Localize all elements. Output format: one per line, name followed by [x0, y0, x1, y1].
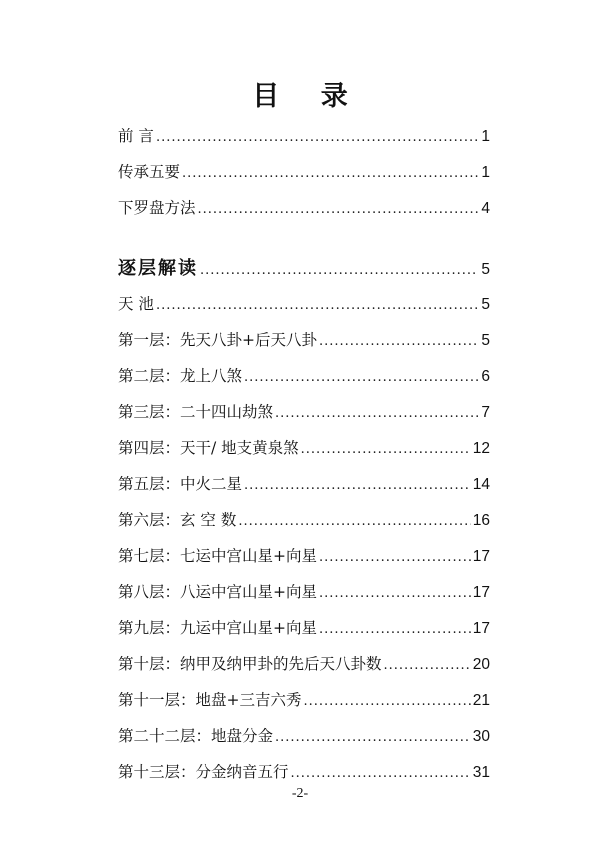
page-title: 目 录 [252, 81, 364, 112]
toc-entry-five-essentials [118, 162, 490, 184]
toc-leader-dots [291, 764, 471, 784]
toc-entry-label: 第十一层：地盘+三吉六秀 [118, 691, 302, 709]
toc-leader-dots [244, 476, 471, 496]
toc-entry-label: 第六层：玄 空 数 [118, 511, 237, 529]
toc-entry-compass-method [118, 198, 490, 220]
toc-entry-label: 第十三层：分金纳音五行 [118, 763, 289, 781]
toc-entry-layer-5 [118, 474, 490, 496]
toc-entry-page: 17 [472, 620, 490, 637]
toc-entry-page: 5 [481, 261, 490, 278]
toc-leader-dots [200, 261, 478, 281]
toc-entry-page: 12 [472, 440, 490, 457]
toc-entry-page: 4 [481, 200, 490, 217]
toc-leader-dots [182, 164, 478, 184]
toc-entry-layer-4 [118, 438, 490, 460]
toc-leader-dots [319, 584, 471, 604]
toc-entry-layer-7 [118, 546, 490, 568]
toc-entry-page: 31 [472, 764, 490, 781]
toc-entry-page: 1 [481, 128, 490, 145]
toc-entry-layer-8 [118, 582, 490, 604]
toc-leader-dots [319, 332, 478, 352]
toc-entry-label: 传承五要 [118, 163, 181, 181]
toc-entry-label: 第四层：天干/ 地支黄泉煞 [118, 439, 299, 457]
toc-leader-dots [244, 368, 478, 388]
toc-leader-dots [319, 548, 471, 568]
toc-leader-dots [198, 200, 478, 220]
toc-leader-dots [275, 728, 471, 748]
toc-leader-dots [304, 692, 471, 712]
toc-entry-page: 17 [472, 584, 490, 601]
toc-entry-layer-2 [118, 366, 490, 388]
toc-leader-dots [384, 656, 471, 676]
toc-entry-layer-11 [118, 690, 490, 712]
toc-entry-tianchi [118, 294, 490, 316]
toc-entry-page: 14 [472, 476, 490, 493]
toc-entry-page: 30 [472, 728, 490, 745]
toc-entry-page: 5 [481, 296, 490, 313]
toc-leader-dots [238, 512, 470, 532]
toc-entry-page: 6 [481, 368, 490, 385]
toc-entry-label: 第五层：中火二星 [118, 475, 243, 493]
toc-leader-dots [156, 128, 478, 148]
toc-entry-page: 7 [481, 404, 490, 421]
toc-leader-dots [275, 404, 478, 424]
toc-entry-label: 前 言 [118, 127, 154, 145]
toc-entry-label: 第九层：九运中宫山星+向星 [118, 619, 317, 637]
toc-leader-dots [319, 620, 471, 640]
toc-entry-preface [118, 126, 490, 148]
toc-section-layer-reading [118, 259, 490, 281]
toc-leader-dots [301, 440, 471, 460]
toc-entry-page: 5 [481, 332, 490, 349]
toc-entry-label: 第一层：先天八卦+后天八卦 [118, 331, 317, 349]
toc-entry-label: 第十层：纳甲及纳甲卦的先后天八卦数 [118, 655, 382, 673]
toc-entry-layer-12 [118, 726, 490, 748]
toc-entry-page: 17 [472, 548, 490, 565]
toc-entry-label: 天 池 [118, 295, 154, 313]
toc-leader-dots [156, 296, 478, 316]
toc-entry-label: 第七层：七运中宫山星+向星 [118, 547, 317, 565]
toc-entry-page: 1 [481, 164, 490, 181]
page-number: -2- [291, 786, 309, 801]
toc-entry-label: 第二层：龙上八煞 [118, 367, 243, 385]
toc-entry-layer-13 [118, 762, 490, 784]
toc-entry-page: 20 [472, 656, 490, 673]
toc-entry-label: 第三层：二十四山劫煞 [118, 403, 274, 421]
toc-entry-label: 第八层：八运中宫山星+向星 [118, 583, 317, 601]
toc-section-label: 逐层解读 [118, 258, 198, 279]
toc-entry-label: 第二十二层：地盘分金 [118, 727, 274, 745]
toc-entry-layer-10 [118, 654, 490, 676]
toc-entry-layer-1 [118, 330, 490, 352]
toc-entry-layer-6 [118, 510, 490, 532]
toc-entry-page: 16 [472, 512, 490, 529]
toc-entry-layer-3 [118, 402, 490, 424]
toc-entry-label: 下罗盘方法 [118, 199, 196, 217]
toc-entry-layer-9 [118, 618, 490, 640]
toc-entry-page: 21 [472, 692, 490, 709]
